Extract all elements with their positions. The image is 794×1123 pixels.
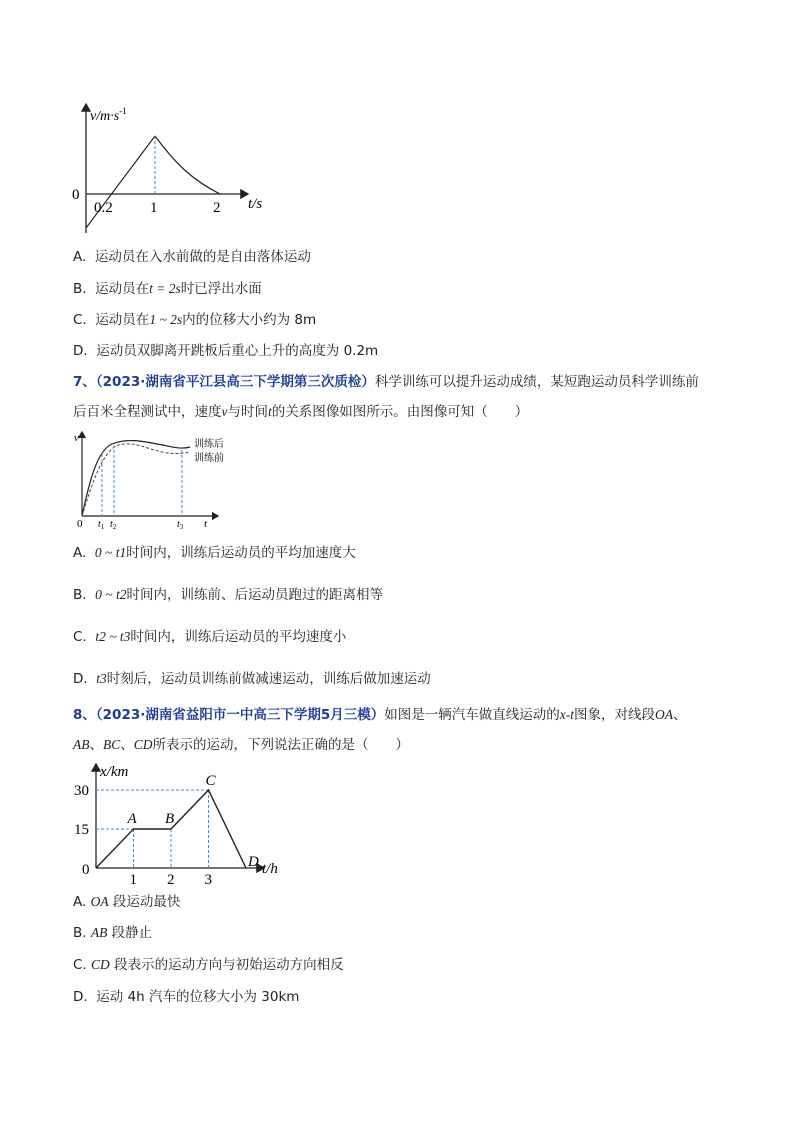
option-letter: C. (73, 957, 87, 973)
option-text: 内的位移大小约为 8m (182, 312, 317, 328)
q6-option-d[interactable] (73, 342, 378, 360)
q7-option-b[interactable] (73, 586, 383, 604)
question-source: （2023·湖南省益阳市一中高三下学期5月三模） (95, 707, 385, 723)
question-text: 科学训练可以提升运动成绩，某短跑运动员科学训练前 (374, 374, 699, 390)
math-cd: CD (133, 737, 153, 752)
option-math: CD (91, 957, 110, 972)
graph-2-before-training-curve (82, 444, 190, 516)
question-text: 后百米全程测试中，速度 (73, 404, 222, 420)
option-letter: A. (73, 545, 87, 561)
option-letter: C. (73, 312, 87, 328)
option-math: OA (90, 894, 109, 909)
graph-3-point-label: D (248, 854, 259, 870)
graph-1-velocity-time (70, 98, 280, 238)
question-text: 的关系图像如图所示。由图像可知（ ） (271, 404, 529, 420)
option-letter: C. (73, 629, 87, 645)
option-text: 时间内，训练后运动员的平均加速度大 (126, 545, 356, 561)
q7-option-a[interactable] (73, 544, 356, 562)
option-text: 时间内，训练后运动员的平均速度小 (130, 629, 347, 645)
graph-1-tick-2: 2 (213, 200, 221, 216)
q7-stem-line1 (73, 372, 699, 392)
graph-2-tick-t3: $t_3$ (177, 519, 184, 531)
option-text: 时已浮出水面 (180, 281, 262, 297)
math-bc: BC (103, 737, 121, 752)
question-number: 7、 (73, 374, 96, 390)
graph-3-x-label: t/h (262, 861, 278, 877)
graph-3-x-tick: 3 (204, 872, 212, 886)
graph-3-point-label: B (165, 811, 175, 827)
question-number: 8、 (73, 707, 96, 723)
option-math: 0 ~ t1 (94, 545, 127, 560)
graph-2-origin: 0 (77, 518, 83, 530)
option-letter: D. (73, 989, 88, 1005)
option-text: 段表示的运动方向与初始运动方向相反 (114, 957, 344, 973)
q8-stem-line1 (73, 705, 687, 725)
option-math: 1 ~ 2s (149, 312, 183, 327)
option-text: 时间内，训练前、后运动员跑过的距离相等 (126, 587, 383, 603)
q7-option-c[interactable] (73, 628, 346, 646)
graph-2-legend-before: 训练前 (194, 453, 224, 464)
graph-1-tick-1: 1 (150, 200, 158, 216)
graph-3-y-tick: 15 (74, 822, 89, 838)
math-xt: x-t (559, 707, 575, 722)
q8-option-c[interactable] (73, 956, 344, 974)
option-letter: B. (73, 281, 87, 297)
option-text: 运动员在入水前做的是自由落体运动 (94, 249, 311, 265)
q6-option-b[interactable] (73, 280, 262, 298)
graph-2-tick-t2: $t_2$ (110, 519, 117, 531)
q6-option-c[interactable] (73, 311, 316, 329)
option-letter: D. (73, 343, 88, 359)
math-t: t (268, 404, 272, 419)
graph-1-origin: 0 (72, 187, 80, 203)
graph-3-y-label: x/km (100, 764, 129, 780)
option-text: 运动 4h 汽车的位移大小为 30km (96, 989, 300, 1005)
option-letter: A. (73, 249, 87, 265)
graph-3-point-label: C (205, 773, 216, 789)
q8-stem-line2: AB、BC、CD所表示的运动，下列说法正确的是（ ） (73, 737, 410, 753)
graph-3-x-tick: 1 (129, 872, 137, 886)
option-text: 运动员在 (95, 312, 150, 328)
question-text: 与时间 (227, 404, 268, 420)
option-math: 0 ~ t2 (95, 587, 127, 602)
graph-2-y-label: v (74, 432, 79, 444)
option-math: t = 2s (149, 281, 181, 296)
option-text: 运动员双脚离开跳板后重心上升的高度为 0.2m (96, 343, 379, 359)
q6-option-a[interactable] (73, 248, 311, 266)
option-text: 段静止 (111, 925, 153, 941)
graph-1-x-label: t/s (248, 196, 263, 212)
option-text: 时刻后，运动员训练前做减速运动，训练后做加速运动 (106, 671, 431, 687)
graph-1-tick-0.2: 0.2 (94, 200, 113, 216)
question-source: （2023·湖南省平江县高三下学期第三次质检） (95, 374, 375, 390)
graph-3-origin: 0 (82, 862, 90, 878)
question-text: 如图是一辆汽车做直线运动的 (384, 707, 560, 723)
option-letter: D. (73, 671, 88, 687)
graph-3-position-time (74, 758, 294, 886)
graph-2-velocity-time (72, 428, 252, 532)
math-oa: OA (655, 707, 674, 722)
math-v: v (221, 404, 228, 419)
option-text: 运动员在 (95, 281, 150, 297)
question-text: 图象，对线段 (574, 707, 656, 723)
question-text: 所表示的运动，下列说法正确的是（ ） (152, 737, 410, 753)
graph-2-tick-t1: $t_1$ (98, 519, 105, 531)
option-text: 段运动最快 (112, 894, 181, 910)
q7-option-d[interactable] (73, 670, 431, 688)
option-math: t3 (96, 671, 107, 686)
graph-2-after-training-curve (82, 441, 190, 516)
graph-2-legend-after: 训练后 (194, 439, 224, 450)
q8-option-d[interactable] (73, 988, 299, 1006)
q8-option-b[interactable] (73, 924, 152, 942)
q8-option-a[interactable] (73, 893, 180, 911)
graph-3-x-tick: 2 (167, 872, 175, 886)
option-letter: A. (73, 894, 87, 910)
question-text: 、 (673, 707, 687, 723)
math-ab: AB (73, 737, 90, 752)
graph-3-y-tick: 30 (74, 783, 89, 799)
option-math: AB (90, 925, 108, 940)
graph-1-y-label: $v/m\cdot s^{-1}$ (90, 106, 127, 124)
graph-1-decay-curve (155, 136, 220, 194)
option-letter: B. (73, 925, 87, 941)
graph-3-point-label: A (127, 811, 137, 827)
option-letter: B. (73, 587, 87, 603)
option-math: t2 ~ t3 (95, 629, 131, 644)
graph-2-x-label: t (204, 518, 208, 530)
q7-stem-line2 (73, 402, 528, 422)
